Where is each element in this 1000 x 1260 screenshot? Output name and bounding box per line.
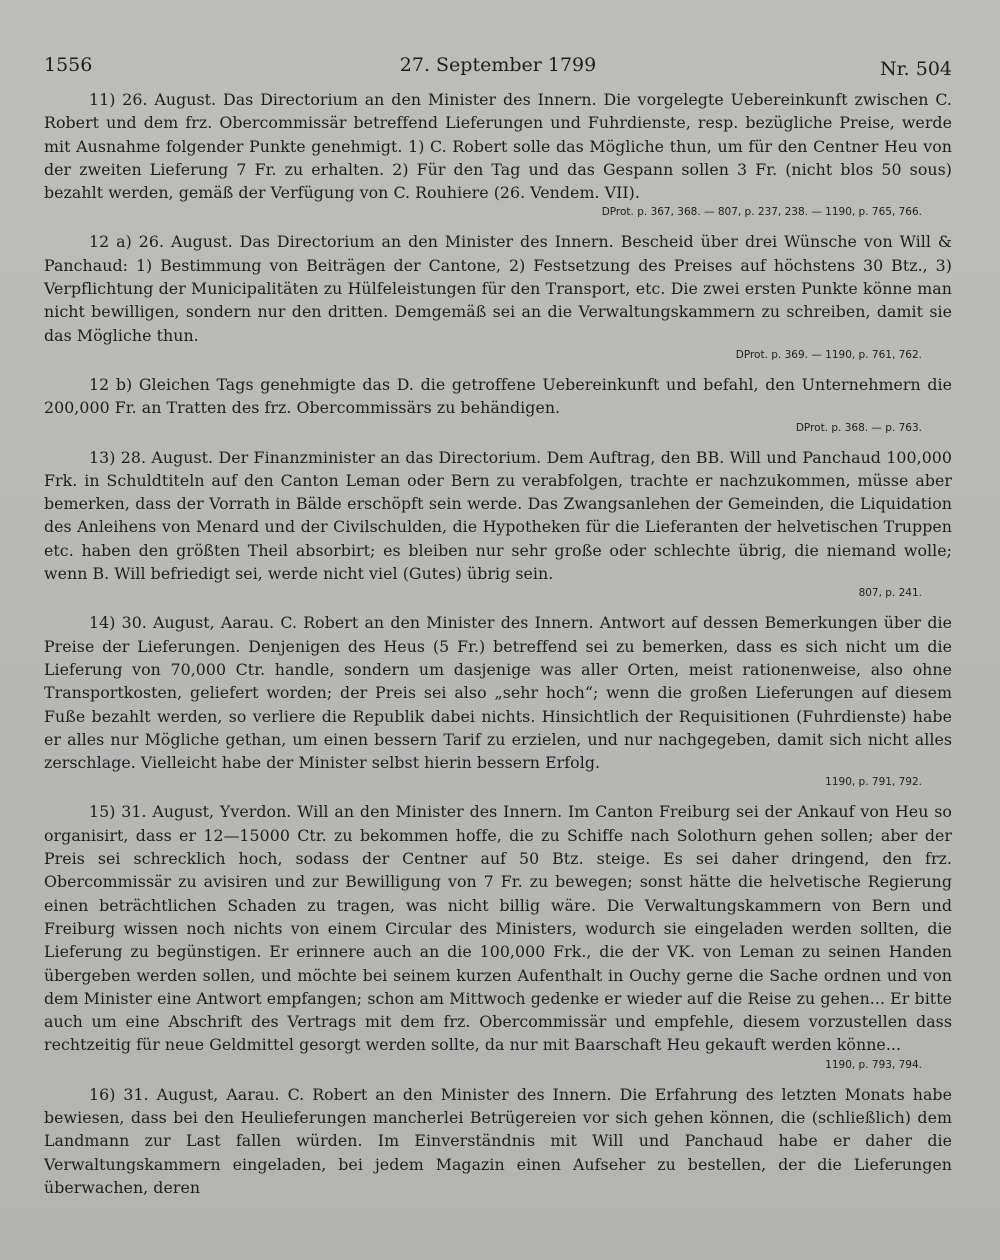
entry-text: 11) 26. August. Das Directorium an den Minister des Innern. Die vorgelegte Uebereinkunft zwischen C. Robert und dem frz. Obercommissär betreffend Lieferungen und Fuhrdienste, resp. bezügliche Preise, werde mit Ausnahme folgender Punkte genehmigt. 1) C. Robert solle das Mögliche thun, um für den Centner Heu von der zweiten Lieferung 7 Fr. zu erhalten. 2) Für den Tag und das Gespann sollen 3 Fr. (nicht blos 50 sous) bezahlt werden, gemäß der Verfügung von C. Rouhiere (26. Vendem. VII). bbox=[44, 90, 952, 203]
entry-reference: DProt. p. 367, 368. — 807, p. 237, 238. — 1190, p. 765, 766. bbox=[601, 206, 922, 219]
running-head bbox=[44, 50, 952, 88]
entry-13 bbox=[44, 446, 952, 602]
entry-text: 12 a) 26. August. Das Directorium an den Minister des Innern. Bescheid über drei Wünsche von Will & Panchaud: 1) Bestimmung von Beiträgen der Cantone, 2) Festsetzung des Preises auf höchstens 30 Btz., 3) Verpflichtung der Municipalitäten zu Hülfeleistungen für den Transport, etc. Die zwei ersten Punkte könne man nicht bewilligen, sondern nur den dritten. Demgemäß sei an die Verwaltungskammern zu schreiben, damit sie das Mögliche thun. bbox=[44, 232, 952, 345]
page-number: 1556 bbox=[44, 54, 93, 76]
entry-reference: DProt. p. 368. — p. 763. bbox=[795, 421, 922, 434]
entry-15 bbox=[44, 800, 952, 1072]
entry-text: 13) 28. August. Der Finanzminister an das Directorium. Dem Auftrag, den BB. Will und Panchaud 100,000 Frk. in Schuldtiteln auf den Canton Leman oder Bern zu verabfolgen, trachte er nachzukommen, müsse aber bemerken, dass der Vorrath in Bälde erschöpft sein werde. Das Zwangsanlehen der Gemeinden, die Liquidation des Anleihens von Menard und der Civilschulden, die Hypotheken für die Lieferanten der helvetischen Truppen etc. haben den größten Theil absorbirt; es bleiben nur sehr große oder schlechte übrig, die niemand wolle; wenn B. Will befriedigt sei, werde nicht viel (Gutes) übrig sein. bbox=[44, 447, 952, 584]
entry-text: 12 b) Gleichen Tags genehmigte das D. die getroffene Uebereinkunft und befahl, den Unternehmern die 200,000 Fr. an Tratten des frz. Obercommissärs zu behändigen. bbox=[44, 374, 952, 418]
entry-12a bbox=[44, 230, 952, 362]
entry-text: 16) 31. August, Aarau. C. Robert an den Minister des Innern. Die Erfahrung des letzten Monats habe bewiesen, dass bei den Heulieferungen mancherlei Betrügereien vor sich gehen können, die (schließlich) dem Landmann zur Last fallen würden. Im Einverständnis mit Will und Panchaud habe er daher die Verwaltungskammern eingeladen, bei jedem Magazin einen Aufseher zu bestellen, der die Lieferungen überwachen, deren bbox=[44, 1084, 952, 1197]
entry-reference: 1190, p. 793, 794. bbox=[825, 1058, 922, 1071]
entry-reference: DProt. p. 369. — 1190, p. 761, 762. bbox=[735, 348, 922, 361]
entry-text: 15) 31. August, Yverdon. Will an den Minister des Innern. Im Canton Freiburg sei der Ankauf von Heu so organisirt, dass er 12—15000 Ctr. zu bekommen hoffe, die zu Schiffe nach Solothurn gehen sollen; aber der Preis sei schrecklich hoch, sodass der Centner auf 50 Btz. steige. Es sei daher dringend, den frz. Obercommissär zu avisiren und zur Bewilligung von 7 Fr. zu bewegen; sonst hätte die helvetische Regierung einen beträchtlichen Schaden zu tragen, was nicht billig wäre. Die Verwaltungskammern von Bern und Freiburg wissen noch nichts von einem Circular des Ministers, wodurch sie eingeladen werden sollten, die Lieferung zu begünstigen. Er erinnere auch an die 100,000 Frk., die der VK. von Leman zu seinen Handen übergeben werden sollen, und möchte bei seinem kurzen Aufenthalt in Ouchy gerne die Sache ordnen und von dem Minister eine Antwort empfangen; schon am Mittwoch gedenke er wieder auf die Reise zu gehen... Er bitte auch um eine Abschrift des Vertrags mit dem frz. Obercommissär und empfehle, diesem vorzustellen dass rechtzeitig für neue Geldmittel gesorgt werden sollte, da nur mit Baarschaft Heu gekauft werden könne... bbox=[44, 802, 952, 1055]
entry-reference: 807, p. 241. bbox=[858, 587, 922, 600]
entry-12b bbox=[44, 373, 952, 436]
entry-reference: 1190, p. 791, 792. bbox=[825, 776, 922, 789]
entry-14 bbox=[44, 611, 952, 790]
entry-16 bbox=[44, 1083, 952, 1199]
entry-text: 14) 30. August, Aarau. C. Robert an den Minister des Innern. Antwort auf dessen Bemerkungen über die Preise der Lieferungen. Denjenigen des Heus (5 Fr.) betreffend sei zu bemerken, dass es sich nicht um die Lieferung von 70,000 Ctr. handle, sondern um dasjenige was aller Orten, meist rationenweise, also ohne Transportkosten, geliefert worden; der Preis sei also „sehr hoch“; wenn die großen Lieferungen auf diesem Fuße bezahlt werden, so verliere die Republik dabei nichts. Hinsichtlich der Requisitionen (Fuhrdienste) habe er alles nur Mögliche gethan, um einen bessern Tarif zu erzielen, und nur nachgegeben, damit sich nicht alles zerschlage. Vielleicht habe der Minister selbst hierin bessern Erfolg. bbox=[44, 613, 952, 773]
document-number: Nr. 504 bbox=[880, 58, 952, 80]
page-date: 27. September 1799 bbox=[399, 54, 597, 76]
entry-11 bbox=[44, 88, 952, 220]
